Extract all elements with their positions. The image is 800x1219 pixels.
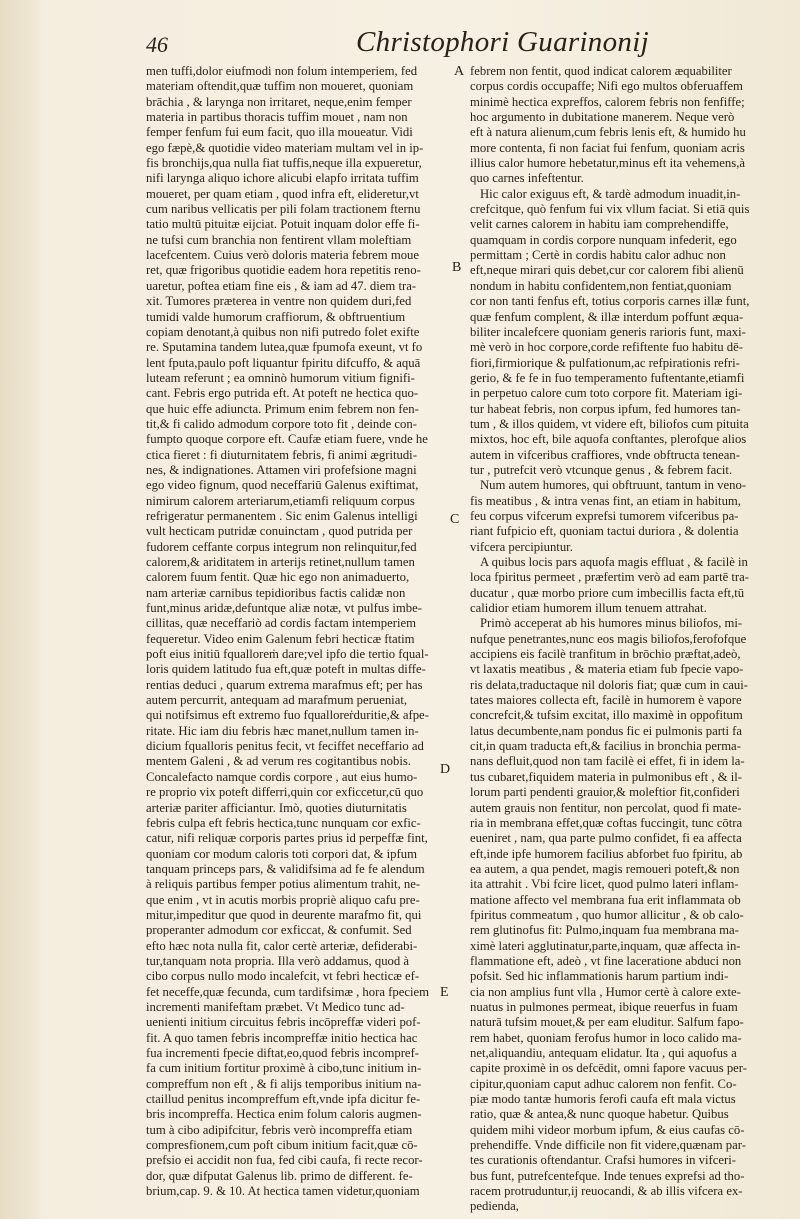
text-line: Num autem humores, qui obftruunt, tantum in veno- — [480, 478, 747, 493]
text-line: nondum in habitu confidentem,non fentiat,quoniam — [470, 278, 732, 293]
text-line: fit. A quo tamen febris incompreffæ initio hectica hac — [146, 1030, 418, 1045]
text-line: xit. Tumores præterea in ventre non quidem duri,fed — [146, 294, 412, 309]
text-line: mè verò in hoc corpore,corde refiftente fuo habitu dē- — [470, 340, 744, 355]
text-line: rem habet, quoniam ferofus humor in loco calido ma- — [470, 1030, 742, 1045]
text-line: fis bronchijs,qua nulla fiat tuffis,neque illa expueretur, — [146, 156, 422, 171]
text-line: tus cubaret,fiquidem materia in pulmonibus eft , & il- — [470, 769, 743, 784]
text-line: mentem Galeni , & ad verum res cogitantibus nobis. — [146, 754, 411, 769]
text-line: cia non amplius funt vlla , Humor certè à calore exte- — [470, 984, 741, 999]
text-line: lent fputa,paulo poft liquantur fpiritu difcuffo, & aquā — [146, 355, 421, 370]
text-line: materia in partibus thoracis tuffim mouet , nam non — [146, 110, 408, 125]
margin-marker-b: B — [452, 260, 462, 275]
text-line: cibo corpus nullo modo incalefcit, vt febri hecticæ ef- — [146, 969, 420, 984]
text-line: calidior etiam humorem illum tenuem attrahat. — [470, 601, 707, 616]
margin-marker-c: C — [450, 512, 460, 527]
text-line: ximè lateri agglutinatur,parte,inquam, quæ affecta in- — [470, 938, 741, 953]
text-line: tur habeat febris, non corpus ipfum, fed humores tan- — [470, 401, 741, 416]
text-line: luteam referunt ; ea omninò humorum vitium fignifi- — [146, 370, 415, 385]
text-line: dicium fqualloris penitus fecit, vt feciffet neceffario ad — [146, 739, 424, 754]
text-line: fudorem ceffante corpus integrum non relinquitur,fed — [146, 539, 417, 554]
text-line: compreffum non eft , & fi alijs temporibus initium na- — [146, 1076, 422, 1091]
text-line: uaretur, poftea etiam fine eis , & iam ad 47. diem tra- — [146, 278, 417, 293]
text-line: tumidi valde humorum craffiorum, & obftruentium — [146, 309, 406, 324]
text-line: autem in vifceribus craffiores, vnde obftructa tenean- — [470, 447, 740, 462]
text-line: in perpetuo calore cum toto corpore fit. Materiam igi- — [470, 386, 743, 401]
text-line: febris culpa eft febris hectica,tunc nunquam cor exfic- — [146, 815, 421, 830]
text-line: nes, & indignationes. Attamen viri profefsione magni — [146, 462, 417, 477]
text-line: ne tufsi cum branchia non fentirent vllam moleftiam — [146, 232, 412, 247]
text-line: ret, quæ frigoribus quotidie eadem hora repetitis reno- — [146, 263, 421, 278]
text-line: qui notifsimus eft extremo fuo fqualloreṙduritie,& afpe- — [146, 708, 429, 723]
text-line: more contenta, fi non faciat fui fenfum, quoniam acris — [470, 140, 745, 155]
text-line: ita attrahit . Vbi fcire licet, quod pulmo lateri inflam- — [470, 877, 739, 892]
text-line: fa cum initium fortitur proximè à cibo,tunc initium in- — [146, 1061, 422, 1076]
left-column — [146, 64, 452, 1199]
text-line: ctica fieret : fi diuturnitatem febris, fi animi ægritudi- — [146, 447, 417, 462]
text-line: vt laxatis meatibus , & materia etiam fub fpecie vapo- — [470, 662, 744, 677]
text-line: tes curationis oftendantur. Crafsi humores in vifceri- — [470, 1153, 737, 1168]
text-line: nimirum calorem arteriarum,etiamfi reliquum corpus — [146, 493, 415, 508]
text-line: capite proximè in os defcēdit, omni fapore vacuus per- — [470, 1061, 748, 1076]
text-line: catur, nifi reliquæ corporis partes prius id perpeffæ fint, — [146, 831, 428, 846]
margin-marker-a: A — [454, 64, 465, 79]
text-line: re proprio vix poteft differri,quin cor exficcetur,cū quo — [146, 785, 424, 800]
text-line: pedienda, — [470, 1199, 519, 1214]
text-line: tit,& fi calido admodum corpore toto fit , deinde con- — [146, 416, 417, 431]
text-line: arteriæ pariter afficiantur. Imò, quoties diuturnitatis — [146, 800, 407, 815]
text-line: cum naribus vellicatis per pili folam tractionem fternu — [146, 202, 421, 217]
text-line: ratio, quæ & antea,& nunc quoque habetur. Quibus — [470, 1107, 729, 1122]
text-line: que enim , vt in acutis morbis propriè aliquo cafu pre- — [146, 892, 420, 907]
text-line: tates maiores collecta eft, facilè in humorem è vapore — [470, 693, 742, 708]
text-line: latus decumbente,nam pondus fic ei pulmonis parti fa — [470, 723, 743, 738]
text-line: fua incrementi fpecie diftat,eo,quod febris incompref- — [146, 1046, 420, 1060]
text-line: rentias deduci , quarum extrema marafmus eft; per has — [146, 677, 423, 692]
text-line: ritate. Hic iam diu febris hæc manet,nullum tamen in- — [146, 723, 419, 738]
text-line: uenienti initium circuitus febris incōpreffæ videri pof- — [146, 1015, 421, 1030]
text-line: nufque penetrantes,nunc eos magis biliofos,ferofofque — [470, 631, 747, 646]
text-line: flammatione eft, adeò , vt fine laceratione abduci non — [470, 953, 742, 968]
text-line: à reliquis partibus femper potius alimentum trahit, ne- — [146, 877, 421, 892]
text-line: ego video fignum, quod neceffariū Galenus exiftimat, — [146, 478, 419, 493]
text-line: tatio multū pituitæ eijciat. Potuit inquam dolor effe fi- — [146, 217, 420, 232]
text-line: lacefcentem. Cuius verò doloris materia febrem moue — [146, 248, 420, 263]
text-line: incrementi manifeftam præbet. Vt Medico tunc ad- — [146, 999, 405, 1014]
text-line: quo carnes infeftentur. — [470, 171, 584, 186]
text-line: riant fufpicio eft, quoniam tactui duriora , & dolentia — [470, 524, 739, 539]
text-line: fis meatibus , & intra venas fint, an etiam in habitum, — [470, 493, 741, 508]
text-line: fpiritus commeatum , quo humor allicitur , & ob calo- — [470, 907, 744, 922]
text-line: dor, quæ difputat Galenus lib. primo de different. fe- — [146, 1168, 413, 1183]
text-line: tanquam princeps pars, & validifsima ad fe fe alendum — [146, 861, 425, 876]
text-line: brium,cap. 9. & 10. At hectica tamen videtur,quoniam — [146, 1184, 420, 1199]
text-line: calorem fuum fentit. Quæ hic ego non animaduerto, — [146, 570, 410, 585]
text-line: Primò acceperat ab his humores minus biliofos, mi- — [480, 616, 743, 631]
text-line: vifcera percipiuntur. — [470, 539, 573, 554]
text-line: bris incompreffa. Hectica enim folum caloris augmen- — [146, 1107, 422, 1122]
margin-marker-d: D — [440, 762, 451, 777]
text-line: crefcitque, quò fenfum fui vix vllum faciat. Si etiā quis — [470, 202, 750, 217]
text-line: nifi larynga aliquo ichore alicubi elapfo irritata tuffim — [146, 171, 419, 186]
text-line: cit,in quam traducta eft,& facilius in bronchia perma- — [470, 739, 741, 754]
text-line: compresfionem,cum poft cibum initium facit,quæ cō- — [146, 1138, 418, 1153]
text-line: eueniret , nam, qua parte pulmo confidet, fi ea affecta — [470, 831, 742, 846]
text-line: femper fenfum fui eum facit, quo illa moueatur. Vidi — [146, 125, 413, 140]
text-line: que huic effe adiuncta. Primum enim febrem non fen- — [146, 401, 419, 416]
text-line: moueret, per quam etiam , quod infra eft, elideretur,vt — [146, 186, 419, 201]
text-line: eft,inde ipfe humorem facilius abforbet fuo fpiritu, ab — [470, 846, 743, 861]
text-line: fet neceffe,quæ fecunda, cum tardifsimæ , hora fpeciem — [146, 984, 430, 999]
text-line: matione affecto vel membrana fua erit inflammata ob — [470, 892, 741, 907]
text-line: fequeretur. Video enim Galenum febri hecticæ ftatim — [146, 631, 415, 646]
text-line: refrigeratur permanentem . Sic enim Galenus intelligi — [146, 508, 418, 523]
text-line: biliter incalefcere quoniam generis rarioris funt, maxi- — [470, 324, 746, 339]
text-line: loca fpiritus permeet , præfertim verò ad eam partē tra- — [470, 570, 750, 585]
text-line: nans defluit,quod non tam facilè ei effet, fi in idem la- — [470, 754, 745, 769]
text-line: cant. Febris ergo putrida eft. At poteft ne hectica quo- — [146, 386, 419, 401]
text-line: brāchia , & larynga non irritaret, neque,enim femper — [146, 94, 412, 109]
page-gutter — [0, 0, 40, 1219]
text-line: ego fæpè,& quotidie video materiam multam vel in ip- — [146, 140, 424, 155]
text-line: mitur,impeditur que quod in deurente marafmo fit, qui — [146, 907, 422, 922]
text-line: eft à natura alienum,cum febris lenis eft, & humido hu — [470, 125, 746, 140]
running-head: Christophori Guarinonij — [356, 26, 649, 58]
text-line: calorem,& ariditatem in arterijs retinet,nullum tamen — [146, 555, 415, 569]
text-line: tum à cibo adipifcitur, febris verò incompreffa etiam — [146, 1122, 413, 1137]
text-line: naturā tufsim mouet,& per eam eluditur. Salfum fapo- — [470, 1015, 744, 1030]
text-line: quidem mihi videor morbum ipfum, & eius caufas cō- — [470, 1122, 745, 1137]
text-line: A quibus locis pars aquofa magis effluat , & facilè in — [480, 555, 748, 569]
text-line: tur,tanquam nota propria. Illa verò addamus, quod à — [146, 953, 410, 968]
text-line: Hic calor exiguus eft, & tardè admodum inuadit,in- — [480, 186, 741, 201]
text-line: mixtos, hoc eft, bile aquofa conftantes, plerofque alios — [470, 432, 747, 447]
text-line: materiam oftendit,quæ tuffim non moueret, quoniam — [146, 79, 414, 94]
page-header — [0, 18, 800, 62]
right-column — [470, 64, 788, 1215]
text-line: fumpto quoque corpore eft. Caufæ etiam fuere, vnde he — [146, 432, 428, 447]
text-line: nam arteriæ carnibus tepidioribus factis calidæ non — [146, 585, 406, 600]
text-line: loris quidem latitudo fua eft,quæ poteft in multas diffe- — [146, 662, 426, 677]
text-line: minimè hectica expreffos, calorem febris non fenfiffe; — [470, 94, 745, 109]
text-line: efto hæc nota nulla fit, calor certè arteriæ, defiderabi- — [146, 938, 418, 953]
text-line: quamquam in cordis corpore nunquam infederit, ego — [470, 232, 737, 247]
text-line: autem percurrit, antequam ad marafmum perueniat, — [146, 693, 408, 708]
text-line: corpus cordis occupaffe; Nifi ego multos obferuaffem — [470, 79, 743, 94]
text-line: properanter admodum cor exficcat, & confumit. Sed — [146, 923, 412, 938]
text-line: feu corpus vifcerum exprefsi tumorem vifceribus pa- — [470, 508, 739, 523]
text-line: prefsio ei accidit non fua, fed cibi caufa, fi recte recor- — [146, 1153, 423, 1168]
text-line: febrem non fentit, quod indicat calorem æquabiliter — [470, 64, 732, 78]
text-line: concrefcit,& tufsim excitat, illo maximè in oppofitum — [470, 708, 743, 723]
text-line: fiori,firmiorique & pulfationum,ac refpirationis refri- — [470, 355, 740, 370]
text-line: ducatur , quæ morbo priore cum imbecillis facta eft,tū — [470, 585, 745, 600]
text-line: racem protruduntur,ij reuocandi, & ab illis vifcera ex- — [470, 1184, 743, 1199]
text-line: hoc argumento in dubitatione manerem. Neque verò — [470, 110, 735, 125]
text-line: poft eius initiū fqualloreṁ dare;vel ipfo die tertio fqual- — [146, 647, 429, 662]
text-line: nuatus in pulmones permeat, ibique reuerfus in fuam — [470, 999, 738, 1014]
text-line: quoniam cor modum caloris toti corpori dat, & ipfum — [146, 846, 417, 861]
text-line: lorum parti pendenti grauior,& moleftior fit,confideri — [470, 785, 740, 800]
text-line: Concalefacto namque cordis corpore , aut eius humo- — [146, 769, 418, 784]
text-line: quæ fenfum complent, & illæ interdum poffunt æqua- — [470, 309, 744, 324]
text-line: ris delata,traductaque nil doloris fiat; quæ cum in caui- — [470, 677, 748, 692]
text-line: autem grauis non fentitur, non percolat, quod fi mate- — [470, 800, 742, 815]
text-line: bus funt, putrefcentefque. Inde tenues exprefsi ad tho- — [470, 1168, 745, 1183]
text-line: accipiens eis facilè tranfitum in brōchio præftat,adeò, — [470, 647, 741, 662]
text-line: re. Sputamina tandem lutea,quæ fpumofa exeunt, vt fo — [146, 340, 423, 355]
text-line: prehendiffe. Vnde difficile non fit videre,quænam par- — [470, 1138, 746, 1153]
page-number: 46 — [146, 32, 168, 57]
text-line: ctaillud penitus incompreffum eft,vnde ipfa dicitur fe- — [146, 1092, 421, 1107]
text-line: gerio, & fe fe in fuo temperamento fuftentante,etiamfi — [470, 370, 745, 385]
text-line: tur , putrefcit verò vtcunque genus , & febrem facit. — [470, 462, 733, 477]
margin-marker-e: E — [440, 985, 449, 1000]
text-line: pofsit. Sed hic inflammationis harum partium indi- — [470, 969, 729, 984]
text-line: ria in membrana effet,quæ coftas fuccingit, tunc cōtra — [470, 815, 743, 830]
text-line: ea autem, a qua pendet, magis remoueri poteft,& non — [470, 861, 740, 876]
text-line: copiam denotant,à quibus non nifi putredo folet exifte — [146, 324, 420, 339]
text-line: piæ modo tantæ humoris ferofi caufa eft mala victus — [470, 1092, 736, 1107]
text-line: illius calor humore hebetatur,minus eft ita vehemens,à — [470, 156, 746, 171]
text-line: vult hecticam putridæ conuinctam , quod putrida per — [146, 524, 413, 539]
text-line: permittam ; Certè in cordis habitu calor adhuc non — [470, 248, 726, 263]
text-line: rem glutinofus fit: Pulmo,inquam fua membrana ma- — [470, 923, 739, 938]
text-line: velit carnes calorem in habitu iam comprehendiffe, — [470, 217, 729, 232]
text-line: funt,minus aridæ,defuntque aliæ notæ, vt pulfus imbe- — [146, 601, 422, 616]
text-line: cipitur,quoniam caput adhuc calorem non fenfit. Co- — [470, 1076, 737, 1091]
text-line: eft,neque mirari quis debet,cur cor calorem fibi alienū — [470, 263, 744, 278]
text-line: net,aliquandiu, antequam elidatur. Ita , qui aquofus a — [470, 1046, 737, 1060]
text-line: cillitas, quæ neceffariò ad cordis factam intemperiem — [146, 616, 416, 631]
text-line: tum , & illos quidem, vt videre eft, biliofos cum pituita — [470, 416, 749, 431]
text-line: cor non tanti fenfus eft, totius corporis carnes illæ funt, — [470, 294, 750, 309]
text-line: men tuffi,dolor eiufmodi non folum intemperiem, fed — [146, 64, 418, 78]
